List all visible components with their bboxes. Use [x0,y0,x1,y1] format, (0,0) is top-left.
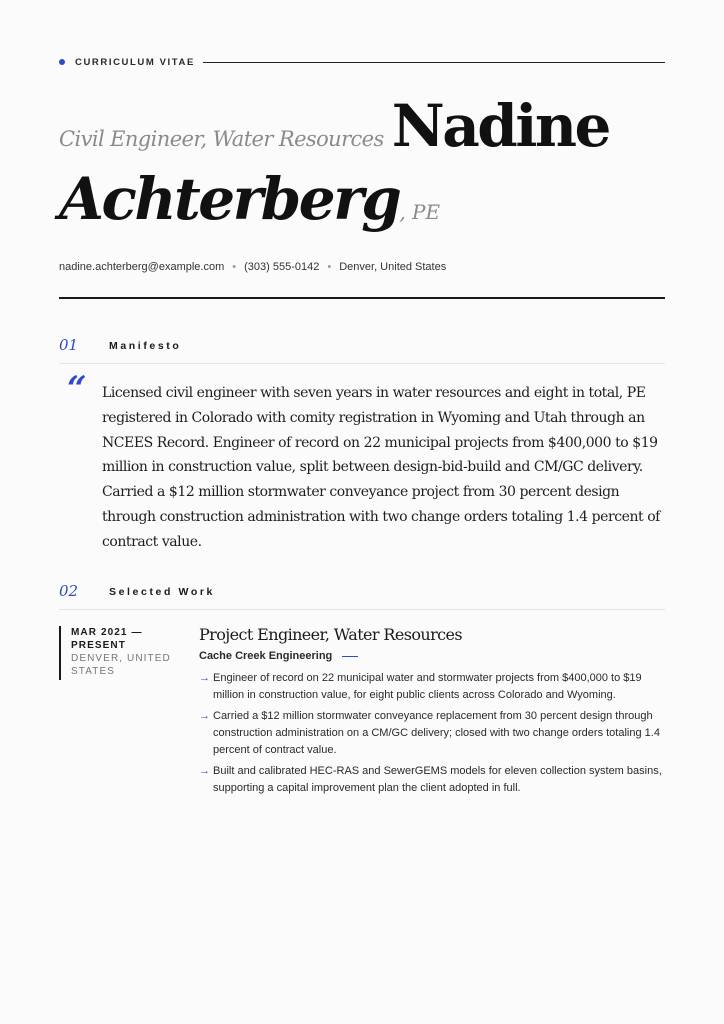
cv-header [59,55,665,69]
name-line-2 [59,165,440,233]
list-item [199,670,665,704]
section-number: 01 [59,336,79,354]
section-rule [59,609,665,610]
name-line-1 [59,92,609,160]
job-title: Project Engineer, Water Resources [199,625,462,644]
job-bullets [199,670,665,797]
list-item [199,763,665,797]
contact-separator: • [327,261,332,273]
job-subtitle: Civil Engineer, Water Resources [59,127,384,151]
contact-separator: • [232,261,237,273]
first-name: Nadine [391,92,609,160]
quote-icon: “ [67,369,87,409]
cv-label: CURRICULUM VITAE [75,56,195,68]
section-title: Selected Work [109,586,215,598]
bullet-text: Carried a $12 million stormwater conveyance replacement from 30 percent design through construction administration on a CM/GC delivery; closed with two change orders totaling 1.4 percent of contract value. [213,710,660,756]
job-company [199,650,665,662]
list-item [199,708,665,759]
contact-line [59,261,446,273]
section-rule [59,363,665,364]
header-divider [59,297,665,299]
contact-email[interactable]: nadine.achterberg@example.com [59,261,225,273]
section-number: 02 [59,582,79,600]
name-suffix: , PE [399,200,441,224]
section-work-heading [59,582,665,601]
bullet-text: Engineer of record on 22 municipal water and stormwater projects from $400,000 to $19 million in construction value, for eight public clients across Colorado and Wyoming. [213,672,642,701]
last-name: Achterberg [59,165,400,233]
job-meta [59,626,189,680]
company-dash [342,656,358,657]
arrow-right-icon: → [199,710,210,722]
manifesto-text: Licensed civil engineer with seven years in water resources and eight in total, PE registered in Colorado with comity registration in Wyoming and Utah through an NCEES Record. Engineer of record on 22 municipal projects from $400,000 to $19 million in construction value, split between design-bid-build and CM/GC delivery. Carried a $12 million stormwater conveyance project from 30 percent design through construction administration with two change orders totaling 1.4 percent of contract value. [102,385,660,550]
job-body [199,626,665,801]
contact-location: Denver, United States [339,261,447,273]
contact-phone[interactable]: (303) 555-0142 [244,261,320,273]
bullet-dot-icon [59,59,65,65]
job-dates: MAR 2021 — PRESENT [71,627,143,651]
company-name: Cache Creek Engineering [199,650,333,662]
section-title: Manifesto [109,340,182,352]
job-location: DENVER, UNITED STATES [71,653,171,677]
arrow-right-icon: → [199,672,210,684]
header-rule [203,62,665,63]
bullet-text: Built and calibrated HEC-RAS and SewerGEMS models for eleven collection system basins, supporting a capital improvement plan the client adopted in full. [213,765,662,794]
section-manifesto-heading [59,336,665,355]
arrow-right-icon: → [199,765,210,777]
